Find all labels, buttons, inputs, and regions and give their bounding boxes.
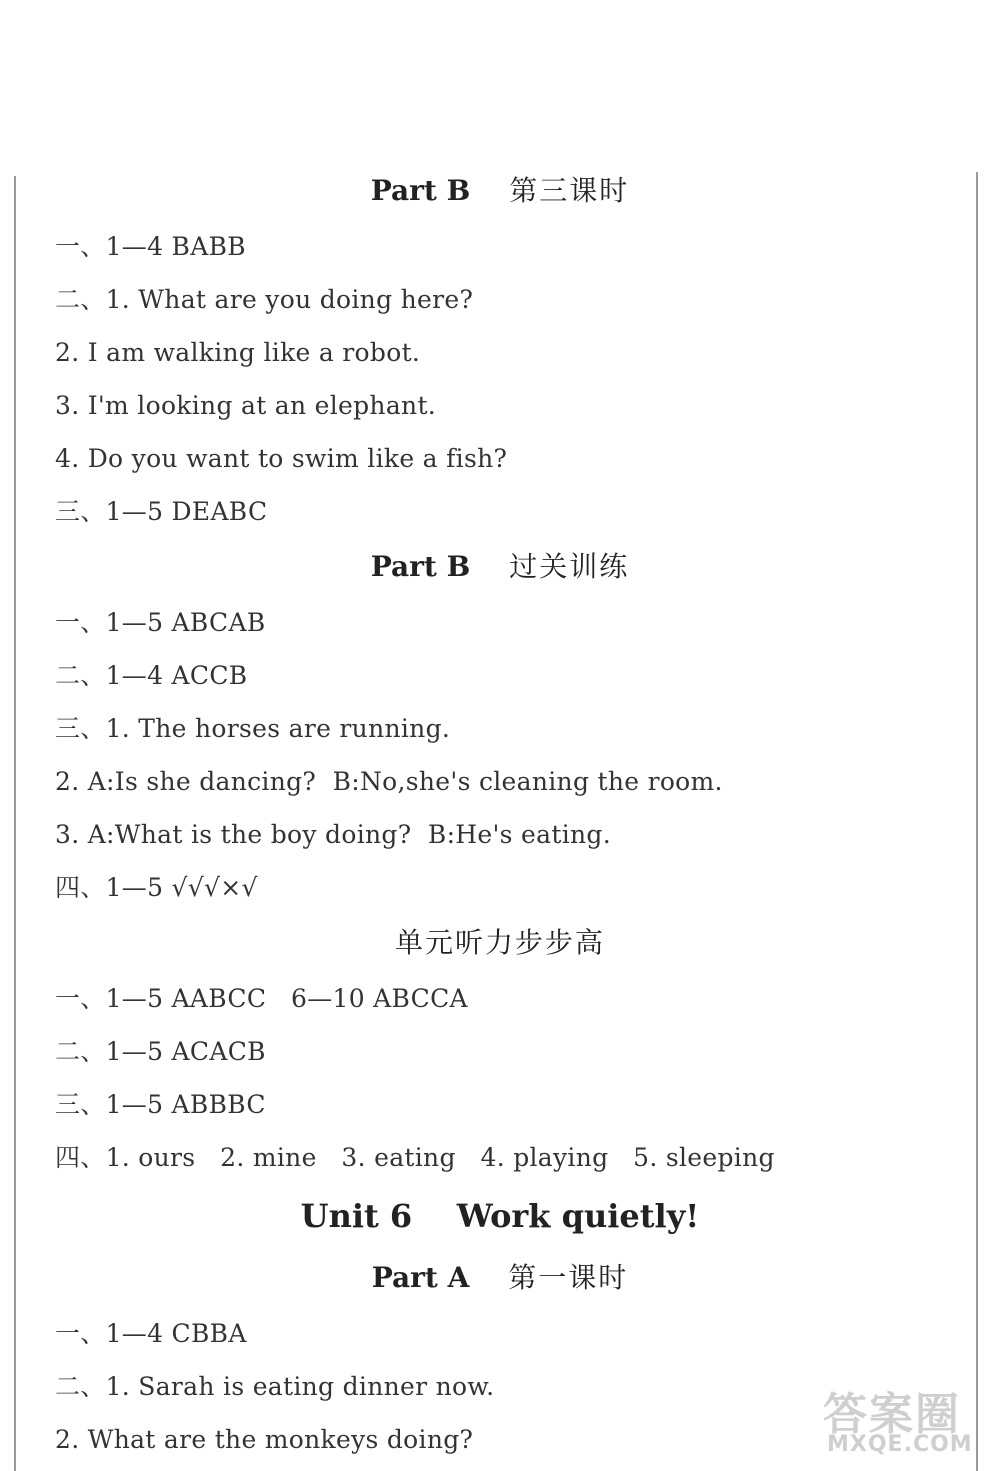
section-heading-part-b-review: Part B 过关训练: [370, 550, 630, 583]
answer-line: 四、1—5 √√√×√: [55, 873, 258, 902]
answer-line: 一、1—5 ABCAB: [55, 608, 266, 637]
answer-line: 2. I am walking like a robot.: [55, 338, 421, 367]
answer-line: 一、1—4 CBBA: [55, 1319, 247, 1348]
watermark: [815, 1378, 995, 1468]
answer-line: 二、1. Sarah is eating dinner now.: [55, 1372, 495, 1401]
answer-line: 二、1. What are you doing here?: [55, 285, 474, 314]
answer-line: 二、1—4 ACCB: [55, 661, 248, 690]
section-heading-unit-listening: 单元听力步步高: [394, 926, 605, 959]
answer-line: 三、1—5 DEABC: [55, 497, 268, 526]
unit-title: Unit 6 Work quietly!: [300, 1197, 700, 1235]
answer-line: 三、1—5 ABBBC: [55, 1090, 266, 1119]
answer-line: 3. I'm looking at an elephant.: [55, 391, 437, 420]
answer-line: 二、1—5 ACACB: [55, 1037, 266, 1066]
answer-line: 3. A:What is the boy doing? B:He's eating.: [55, 820, 611, 849]
answer-line: 一、1—4 BABB: [55, 232, 246, 261]
watermark-logo: 答案圈: [823, 1389, 961, 1440]
section-heading-part-b-lesson3: Part B 第三课时: [370, 174, 630, 207]
answer-line: 2. A:Is she dancing? B:No,she's cleaning the room.: [55, 767, 723, 796]
answer-line: 2. What are the monkeys doing?: [55, 1425, 474, 1454]
watermark-url: MXQE.COM: [827, 1432, 973, 1457]
answer-line: 四、1. ours 2. mine 3. eating 4. playing 5. sleeping: [55, 1143, 775, 1172]
answer-line: 4. Do you want to swim like a fish?: [55, 444, 508, 473]
section-heading-part-a-lesson1: Part A 第一课时: [371, 1261, 629, 1294]
answer-line: 三、1. The horses are running.: [55, 714, 451, 743]
answer-line: 一、1—5 AABCC 6—10 ABCCA: [55, 984, 468, 1013]
